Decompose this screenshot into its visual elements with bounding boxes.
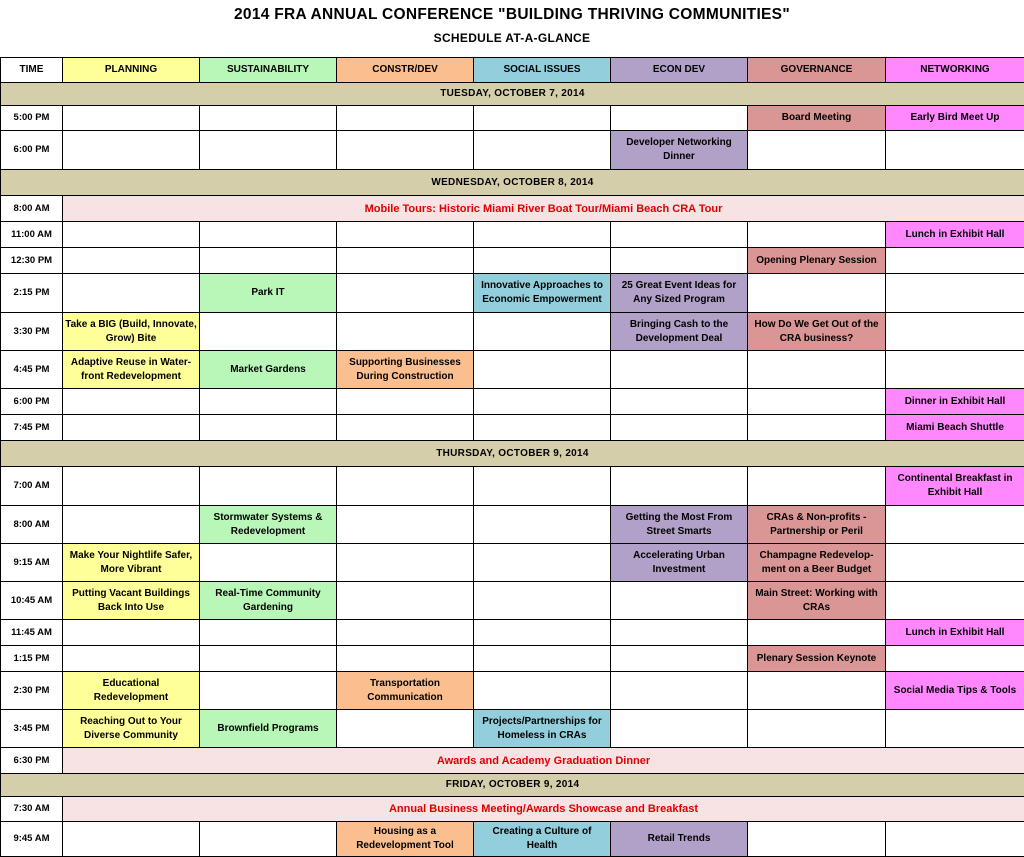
empty-slot — [63, 389, 200, 415]
empty-slot — [200, 389, 337, 415]
session-networking: Lunch in Exhibit Hall — [886, 222, 1024, 248]
empty-slot — [886, 710, 1024, 748]
time-cell: 6:30 PM — [1, 748, 63, 774]
empty-slot — [63, 415, 200, 441]
time-cell: 6:00 PM — [1, 389, 63, 415]
schedule-row — [1, 748, 1024, 774]
session-sustainability: Stormwater Systems & Redevelopment — [200, 506, 337, 544]
session-governance: Champagne Redevelop-ment on a Beer Budget — [748, 544, 886, 582]
empty-slot — [474, 222, 611, 248]
empty-slot — [337, 415, 474, 441]
schedule-row — [1, 313, 1024, 351]
session-constr-dev: Housing as a Redevelopment Tool — [337, 822, 474, 857]
empty-slot — [748, 389, 886, 415]
empty-slot — [337, 710, 474, 748]
schedule-row — [1, 351, 1024, 389]
schedule-row — [1, 710, 1024, 748]
schedule-row — [1, 222, 1024, 248]
all-tracks-event: Awards and Academy Graduation Dinner — [63, 748, 1024, 774]
empty-slot — [63, 222, 200, 248]
empty-slot — [886, 248, 1024, 274]
day-label: WEDNESDAY, OCTOBER 8, 2014 — [1, 170, 1024, 196]
day-label: FRIDAY, OCTOBER 9, 2014 — [1, 774, 1024, 797]
empty-slot — [337, 582, 474, 620]
empty-slot — [200, 222, 337, 248]
empty-slot — [200, 620, 337, 646]
session-sustainability: Park IT — [200, 274, 337, 313]
schedule-row — [1, 797, 1024, 822]
session-networking: Early Bird Meet Up — [886, 106, 1024, 131]
header-row — [1, 58, 1024, 83]
empty-slot — [337, 467, 474, 506]
empty-slot — [611, 222, 748, 248]
empty-slot — [474, 415, 611, 441]
header-econ-dev: ECON DEV — [611, 58, 748, 83]
schedule-row — [1, 822, 1024, 857]
empty-slot — [200, 131, 337, 170]
empty-slot — [748, 710, 886, 748]
schedule-row — [1, 274, 1024, 313]
session-planning: Make Your Nightlife Safer, More Vibrant — [63, 544, 200, 582]
empty-slot — [337, 620, 474, 646]
schedule-row — [1, 131, 1024, 170]
empty-slot — [63, 274, 200, 313]
header-sustainability: SUSTAINABILITY — [200, 58, 337, 83]
empty-slot — [474, 389, 611, 415]
empty-slot — [886, 646, 1024, 672]
time-cell: 1:15 PM — [1, 646, 63, 672]
schedule-row — [1, 415, 1024, 441]
empty-slot — [474, 248, 611, 274]
time-cell: 7:45 PM — [1, 415, 63, 441]
session-econ-dev: 25 Great Event Ideas for Any Sized Program — [611, 274, 748, 313]
time-cell: 10:45 AM — [1, 582, 63, 620]
day-header-row — [1, 441, 1024, 467]
session-econ-dev: Getting the Most From Street Smarts — [611, 506, 748, 544]
time-cell: 7:30 AM — [1, 797, 63, 822]
header-constr-dev: CONSTR/DEV — [337, 58, 474, 83]
schedule-row — [1, 646, 1024, 672]
empty-slot — [337, 646, 474, 672]
session-sustainability: Real-Time Community Gardening — [200, 582, 337, 620]
session-social-issues: Projects/Partnerships for Homeless in CRAs — [474, 710, 611, 748]
time-cell: 8:00 AM — [1, 196, 63, 222]
time-cell: 9:15 AM — [1, 544, 63, 582]
time-cell: 6:00 PM — [1, 131, 63, 170]
empty-slot — [748, 131, 886, 170]
empty-slot — [200, 544, 337, 582]
empty-slot — [337, 106, 474, 131]
time-cell: 11:45 AM — [1, 620, 63, 646]
empty-slot — [748, 351, 886, 389]
schedule-row — [1, 672, 1024, 710]
time-cell: 2:30 PM — [1, 672, 63, 710]
empty-slot — [474, 620, 611, 646]
session-governance: Board Meeting — [748, 106, 886, 131]
empty-slot — [474, 544, 611, 582]
day-label: TUESDAY, OCTOBER 7, 2014 — [1, 83, 1024, 106]
empty-slot — [474, 313, 611, 351]
empty-slot — [474, 646, 611, 672]
empty-slot — [611, 389, 748, 415]
empty-slot — [63, 620, 200, 646]
empty-slot — [200, 672, 337, 710]
empty-slot — [611, 248, 748, 274]
empty-slot — [63, 822, 200, 857]
session-sustainability: Market Gardens — [200, 351, 337, 389]
session-econ-dev: Retail Trends — [611, 822, 748, 857]
empty-slot — [611, 415, 748, 441]
document-title: 2014 FRA ANNUAL CONFERENCE "BUILDING THRIVING COMMUNITIES" — [0, 6, 1024, 24]
empty-slot — [337, 389, 474, 415]
empty-slot — [474, 582, 611, 620]
empty-slot — [337, 274, 474, 313]
empty-slot — [337, 222, 474, 248]
session-econ-dev: Bringing Cash to the Development Deal — [611, 313, 748, 351]
empty-slot — [611, 351, 748, 389]
schedule-row — [1, 620, 1024, 646]
empty-slot — [200, 646, 337, 672]
empty-slot — [748, 620, 886, 646]
session-governance: Plenary Session Keynote — [748, 646, 886, 672]
session-econ-dev: Developer Networking Dinner — [611, 131, 748, 170]
all-tracks-event: Annual Business Meeting/Awards Showcase and Breakfast — [63, 797, 1024, 822]
schedule-row — [1, 506, 1024, 544]
header-planning: PLANNING — [63, 58, 200, 83]
time-cell: 5:00 PM — [1, 106, 63, 131]
empty-slot — [748, 415, 886, 441]
empty-slot — [611, 582, 748, 620]
empty-slot — [886, 822, 1024, 857]
empty-slot — [886, 506, 1024, 544]
empty-slot — [748, 672, 886, 710]
session-social-issues: Innovative Approaches to Economic Empowerment — [474, 274, 611, 313]
time-cell: 4:45 PM — [1, 351, 63, 389]
time-cell: 8:00 AM — [1, 506, 63, 544]
session-governance: How Do We Get Out of the CRA business? — [748, 313, 886, 351]
session-governance: Main Street: Working with CRAs — [748, 582, 886, 620]
time-cell: 2:15 PM — [1, 274, 63, 313]
day-label: THURSDAY, OCTOBER 9, 2014 — [1, 441, 1024, 467]
session-planning: Putting Vacant Buildings Back Into Use — [63, 582, 200, 620]
empty-slot — [748, 467, 886, 506]
empty-slot — [748, 274, 886, 313]
session-constr-dev: Supporting Businesses During Construction — [337, 351, 474, 389]
session-networking: Lunch in Exhibit Hall — [886, 620, 1024, 646]
empty-slot — [886, 274, 1024, 313]
empty-slot — [63, 248, 200, 274]
schedule-row — [1, 248, 1024, 274]
empty-slot — [886, 544, 1024, 582]
empty-slot — [886, 131, 1024, 170]
empty-slot — [200, 248, 337, 274]
empty-slot — [474, 506, 611, 544]
time-cell: 3:45 PM — [1, 710, 63, 748]
day-header-row — [1, 170, 1024, 196]
day-header-row — [1, 774, 1024, 797]
session-networking: Miami Beach Shuttle — [886, 415, 1024, 441]
day-header-row — [1, 83, 1024, 106]
header-networking: NETWORKING — [886, 58, 1024, 83]
empty-slot — [63, 467, 200, 506]
time-cell: 7:00 AM — [1, 467, 63, 506]
empty-slot — [886, 351, 1024, 389]
empty-slot — [63, 131, 200, 170]
empty-slot — [611, 672, 748, 710]
header-social-issues: SOCIAL ISSUES — [474, 58, 611, 83]
empty-slot — [474, 351, 611, 389]
header-time: TIME — [1, 58, 63, 83]
empty-slot — [337, 544, 474, 582]
all-tracks-event: Mobile Tours: Historic Miami River Boat Tour/Miami Beach CRA Tour — [63, 196, 1024, 222]
empty-slot — [337, 248, 474, 274]
empty-slot — [748, 822, 886, 857]
empty-slot — [200, 313, 337, 351]
time-cell: 3:30 PM — [1, 313, 63, 351]
empty-slot — [200, 822, 337, 857]
session-networking: Social Media Tips & Tools — [886, 672, 1024, 710]
session-governance: CRAs & Non-profits - Partnership or Peril — [748, 506, 886, 544]
schedule-row — [1, 544, 1024, 582]
empty-slot — [611, 710, 748, 748]
empty-slot — [63, 106, 200, 131]
schedule-row — [1, 106, 1024, 131]
session-econ-dev: Accelerating Urban Investment — [611, 544, 748, 582]
session-planning: Reaching Out to Your Diverse Community — [63, 710, 200, 748]
time-cell: 12:30 PM — [1, 248, 63, 274]
empty-slot — [748, 222, 886, 248]
session-networking: Continental Breakfast in Exhibit Hall — [886, 467, 1024, 506]
schedule-table — [0, 57, 1024, 857]
schedule-row — [1, 196, 1024, 222]
document-subtitle: SCHEDULE AT-A-GLANCE — [0, 31, 1024, 45]
header-governance: GOVERNANCE — [748, 58, 886, 83]
empty-slot — [200, 415, 337, 441]
schedule-row — [1, 389, 1024, 415]
session-planning: Adaptive Reuse in Water-front Redevelopment — [63, 351, 200, 389]
session-social-issues: Creating a Culture of Health — [474, 822, 611, 857]
schedule-row — [1, 467, 1024, 506]
empty-slot — [474, 672, 611, 710]
session-constr-dev: Transportation Communication — [337, 672, 474, 710]
time-cell: 11:00 AM — [1, 222, 63, 248]
empty-slot — [63, 506, 200, 544]
session-planning: Take a BIG (Build, Innovate, Grow) Bite — [63, 313, 200, 351]
session-sustainability: Brownfield Programs — [200, 710, 337, 748]
empty-slot — [337, 313, 474, 351]
session-planning: Educational Redevelopment — [63, 672, 200, 710]
session-governance: Opening Plenary Session — [748, 248, 886, 274]
empty-slot — [63, 646, 200, 672]
empty-slot — [200, 106, 337, 131]
empty-slot — [474, 467, 611, 506]
empty-slot — [337, 506, 474, 544]
empty-slot — [200, 467, 337, 506]
empty-slot — [886, 582, 1024, 620]
session-networking: Dinner in Exhibit Hall — [886, 389, 1024, 415]
empty-slot — [611, 646, 748, 672]
empty-slot — [886, 313, 1024, 351]
time-cell: 9:45 AM — [1, 822, 63, 857]
empty-slot — [474, 106, 611, 131]
empty-slot — [611, 106, 748, 131]
empty-slot — [337, 131, 474, 170]
empty-slot — [611, 620, 748, 646]
empty-slot — [474, 131, 611, 170]
schedule-row — [1, 582, 1024, 620]
empty-slot — [611, 467, 748, 506]
